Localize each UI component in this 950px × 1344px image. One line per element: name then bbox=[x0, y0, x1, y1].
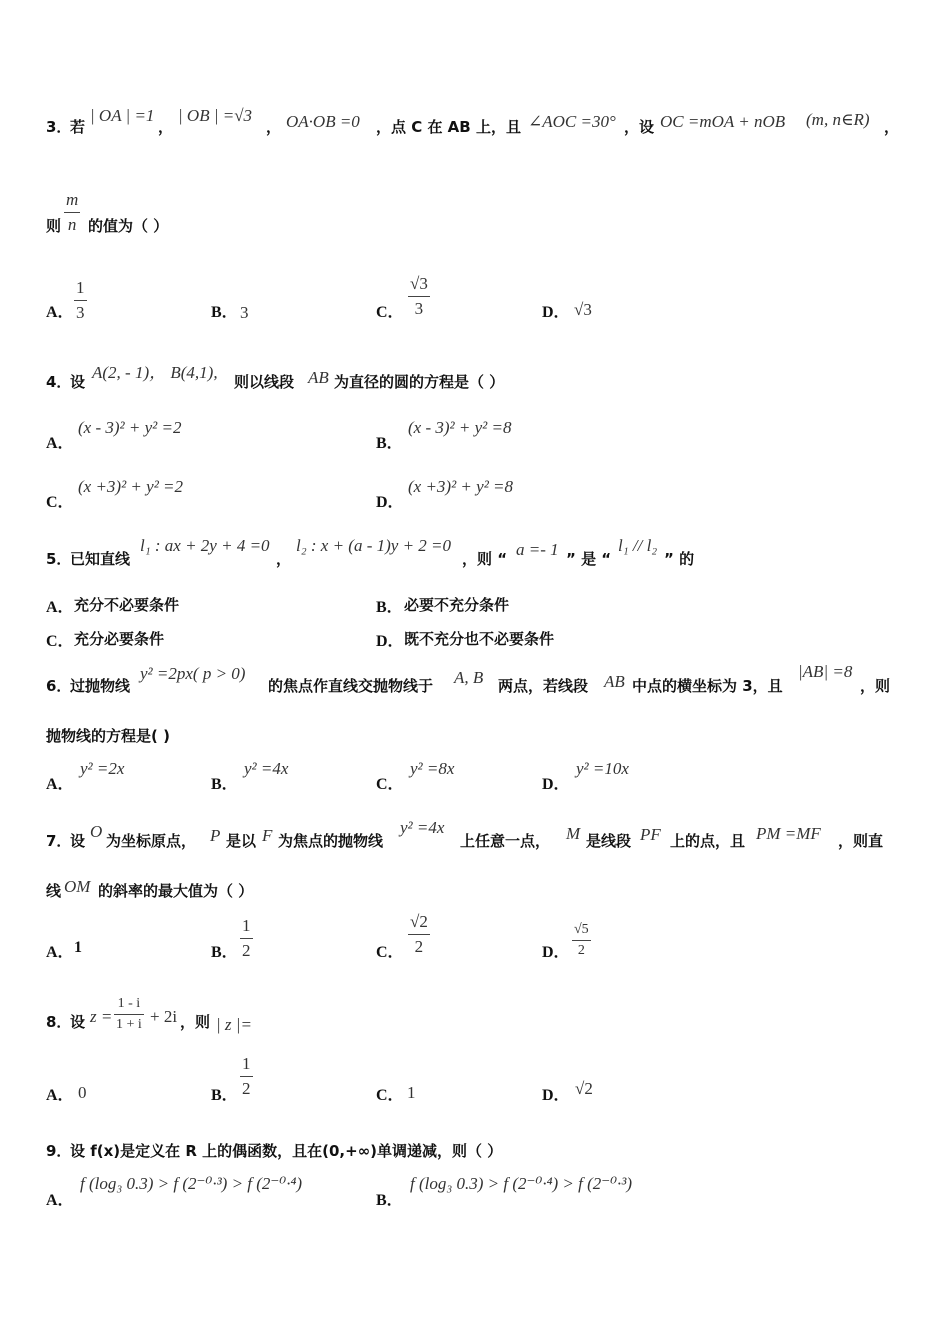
question-text: ” 是 “ bbox=[566, 550, 612, 568]
denominator: 3 bbox=[76, 303, 85, 322]
question-text: 两点，若线段 bbox=[498, 677, 589, 695]
question-text: 抛物线的方程是( ) bbox=[46, 727, 170, 745]
denominator: 2 bbox=[577, 943, 585, 958]
question-text: ，则 “ bbox=[462, 550, 508, 568]
question-text: 为焦点的抛物线 bbox=[278, 832, 384, 850]
question-number: 7． bbox=[46, 832, 72, 850]
option-b-value[interactable] bbox=[240, 916, 253, 961]
question-text: 设 f(x)是定义在 R 上的偶函数，且在(0,+∞)单调递减，则（ ） bbox=[70, 1142, 503, 1160]
option-d-value[interactable]: (x +3)² + y² =8 bbox=[408, 477, 514, 496]
math-expression: |AB| =8 bbox=[798, 662, 853, 681]
math-expression: y² =4x bbox=[400, 818, 445, 837]
option-b-label[interactable]: B． bbox=[211, 1087, 238, 1104]
math-expression: | OB | =√3 bbox=[178, 106, 253, 125]
question-text: 的斜率的最大值为（ ） bbox=[98, 882, 254, 900]
math-expression: M bbox=[566, 824, 581, 843]
question-number: 9． bbox=[46, 1142, 72, 1160]
punctuation: ， bbox=[884, 118, 900, 136]
option-a-value[interactable]: 0 bbox=[78, 1083, 87, 1102]
math-expression: l₂ : x + (a - 1)y + 2 =0 bbox=[296, 536, 452, 555]
question-text: 的焦点作直线交抛物线于 bbox=[268, 677, 434, 695]
option-b-value[interactable]: (x - 3)² + y² =8 bbox=[408, 418, 512, 437]
question-text: 是以 bbox=[226, 832, 257, 850]
math-expression: l₁ // l₂ bbox=[618, 536, 658, 555]
option-d-label[interactable]: D． bbox=[376, 494, 404, 511]
option-c-value[interactable]: (x +3)² + y² =2 bbox=[78, 477, 184, 496]
option-b-value[interactable]: f (log₃ 0.3) > f (2⁻⁰·⁴) > f (2⁻⁰·³) bbox=[410, 1174, 633, 1193]
option-a-label[interactable]: A． bbox=[46, 304, 74, 321]
math-expression: A, B bbox=[454, 668, 484, 687]
option-a-value[interactable]: f (log₃ 0.3) > f (2⁻⁰·³) > f (2⁻⁰·⁴) bbox=[80, 1174, 303, 1193]
question-text: 则 bbox=[46, 217, 62, 235]
question-number: 6． bbox=[46, 677, 72, 695]
option-a-label[interactable]: A． bbox=[46, 1192, 74, 1209]
option-a-value[interactable] bbox=[74, 278, 87, 323]
question-text: 设 bbox=[70, 1013, 86, 1031]
option-d-value[interactable]: √3 bbox=[574, 300, 592, 319]
denominator: 2 bbox=[414, 937, 424, 956]
question-text: 则以线段 bbox=[234, 373, 295, 391]
math-expression: AB bbox=[604, 672, 625, 691]
punctuation: ， bbox=[158, 118, 174, 136]
fraction bbox=[114, 996, 144, 1033]
option-b-label[interactable]: B． bbox=[211, 944, 238, 961]
option-b-label[interactable]: B． bbox=[376, 599, 403, 616]
question-text: 为直径的圆的方程是（ ） bbox=[334, 373, 505, 391]
question-number: 3． bbox=[46, 118, 72, 136]
punctuation: ， bbox=[276, 550, 292, 568]
option-c-label[interactable]: C． bbox=[46, 633, 74, 650]
option-a-value[interactable]: 充分不必要条件 bbox=[74, 596, 180, 614]
question-text: ，点 C 在 AB 上，且 bbox=[376, 118, 521, 136]
denominator: 2 bbox=[242, 1079, 251, 1098]
option-d-value[interactable]: 既不充分也不必要条件 bbox=[404, 630, 555, 648]
question-text: 过抛物线 bbox=[70, 677, 131, 695]
question-text: 若 bbox=[70, 118, 86, 136]
math-expression: AB bbox=[308, 368, 329, 387]
math-expression: l₁ : ax + 2y + 4 =0 bbox=[140, 536, 270, 555]
option-c-label[interactable]: C． bbox=[46, 494, 74, 511]
fraction bbox=[64, 190, 80, 235]
question-text: 上任意一点， bbox=[460, 832, 551, 850]
option-b-label[interactable]: B． bbox=[376, 1192, 403, 1209]
option-c-label[interactable]: C． bbox=[376, 304, 404, 321]
option-a-value[interactable]: y² =2x bbox=[80, 759, 125, 778]
numerator: 1 bbox=[242, 1054, 251, 1073]
option-c-label[interactable]: C． bbox=[376, 776, 404, 793]
option-a-label[interactable]: A． bbox=[46, 1087, 74, 1104]
numerator: √3 bbox=[410, 274, 428, 293]
math-expression: + 2i bbox=[150, 1007, 178, 1026]
question-number: 5． bbox=[46, 550, 72, 568]
math-expression: | OA | =1 bbox=[90, 106, 155, 125]
question-text: ，则 bbox=[860, 677, 891, 695]
option-d-label[interactable]: D． bbox=[542, 944, 570, 961]
option-d-label[interactable]: D． bbox=[542, 776, 570, 793]
option-b-label[interactable]: B． bbox=[376, 435, 403, 452]
option-a-value[interactable]: 1 bbox=[74, 939, 82, 956]
denominator: 3 bbox=[414, 299, 424, 318]
math-expression: | z |= bbox=[216, 1015, 252, 1034]
numerator: 1 bbox=[76, 278, 85, 297]
option-a-label[interactable]: A． bbox=[46, 599, 74, 616]
denominator: 2 bbox=[242, 941, 251, 960]
question-text: 已知直线 bbox=[70, 550, 131, 568]
math-expression: a =- 1 bbox=[516, 540, 559, 559]
question-text: ，设 bbox=[624, 118, 655, 136]
option-b-label[interactable]: B． bbox=[211, 304, 238, 321]
question-text: ” 的 bbox=[664, 550, 695, 568]
option-b-label[interactable]: B． bbox=[211, 776, 238, 793]
option-a-value[interactable]: (x - 3)² + y² =2 bbox=[78, 418, 182, 437]
math-expression: OA·OB =0 bbox=[286, 112, 360, 131]
denominator: n bbox=[67, 215, 77, 234]
math-expression: OC =mOA + nOB bbox=[660, 112, 786, 131]
math-expression: (m, n∈R) bbox=[806, 110, 870, 129]
math-expression: O bbox=[90, 822, 103, 841]
question-text: ，则直 bbox=[838, 832, 884, 850]
option-a-label[interactable]: A． bbox=[46, 776, 74, 793]
numerator: √2 bbox=[410, 912, 428, 931]
question-text: 线 bbox=[46, 882, 62, 900]
math-expression: PF bbox=[640, 825, 661, 844]
denominator: 1 + i bbox=[116, 1017, 142, 1032]
option-c-value[interactable]: 1 bbox=[407, 1083, 416, 1102]
option-d-label[interactable]: D． bbox=[542, 1087, 570, 1104]
option-a-label[interactable]: A． bbox=[46, 435, 74, 452]
question-text: 上的点，且 bbox=[670, 832, 746, 850]
math-expression: z = bbox=[90, 1007, 113, 1026]
option-b-value[interactable]: y² =4x bbox=[244, 759, 289, 778]
option-d-value[interactable] bbox=[572, 922, 591, 959]
option-c-value[interactable]: 充分必要条件 bbox=[74, 630, 165, 648]
question-number: 4． bbox=[46, 373, 72, 391]
option-b-value[interactable]: 必要不充分条件 bbox=[404, 596, 510, 614]
math-expression: ∠AOC =30° bbox=[528, 112, 616, 131]
option-c-value[interactable] bbox=[408, 912, 430, 957]
numerator: m bbox=[66, 190, 79, 209]
question-text: 为坐标原点， bbox=[106, 832, 197, 850]
question-text: 是线段 bbox=[586, 832, 632, 850]
question-text: 中点的横坐标为 3，且 bbox=[632, 677, 783, 695]
option-d-value[interactable]: y² =10x bbox=[576, 759, 629, 778]
question-text: 的值为（ ） bbox=[88, 217, 169, 235]
option-c-label[interactable]: C． bbox=[376, 1087, 404, 1104]
numerator: 1 bbox=[242, 916, 251, 935]
math-expression: OM bbox=[64, 877, 91, 896]
punctuation: ， bbox=[266, 118, 282, 136]
option-d-label[interactable]: D． bbox=[376, 633, 404, 650]
numerator: 1 - i bbox=[117, 996, 141, 1011]
option-c-value[interactable]: y² =8x bbox=[410, 759, 455, 778]
option-c-label[interactable]: C． bbox=[376, 944, 404, 961]
math-expression: PM =MF bbox=[756, 824, 821, 843]
option-c-value[interactable] bbox=[408, 274, 430, 319]
math-expression: y² =2px( p > 0) bbox=[140, 664, 246, 683]
question-text: 设 bbox=[70, 832, 86, 850]
option-b-value[interactable] bbox=[240, 1054, 253, 1099]
question-text: ，则 bbox=[180, 1013, 211, 1031]
math-expression: F bbox=[262, 826, 273, 845]
math-expression: A(2, - 1)， B(4,1), bbox=[92, 363, 218, 382]
option-d-value[interactable]: √2 bbox=[575, 1079, 593, 1098]
option-a-label[interactable]: A． bbox=[46, 944, 74, 961]
math-expression: P bbox=[210, 826, 221, 845]
question-number: 8． bbox=[46, 1013, 72, 1031]
option-d-label[interactable]: D． bbox=[542, 304, 570, 321]
numerator: √5 bbox=[574, 922, 589, 937]
question-text: 设 bbox=[70, 373, 86, 391]
option-b-value[interactable]: 3 bbox=[240, 303, 249, 322]
